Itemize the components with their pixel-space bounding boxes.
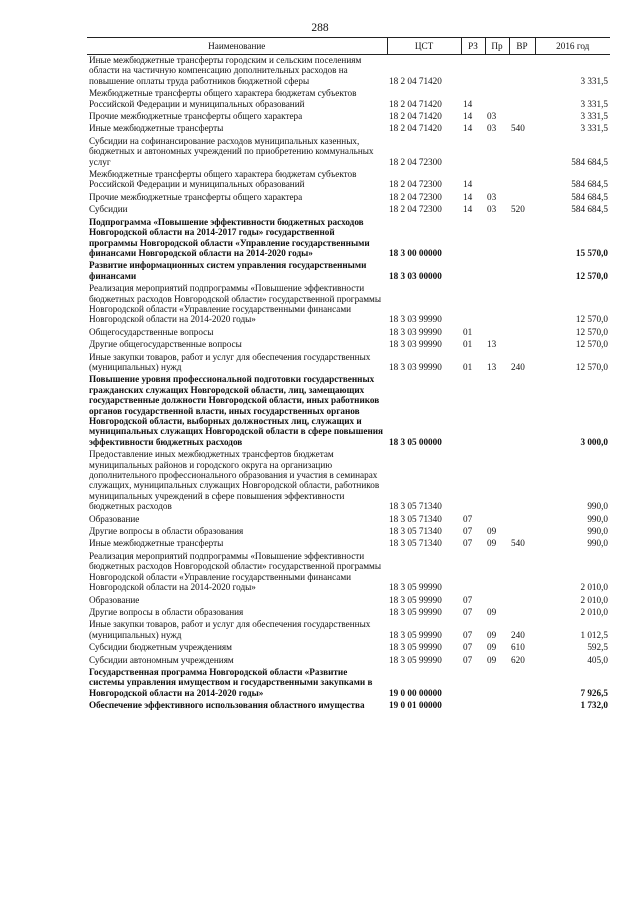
row-cst-code: 18 3 05 71340 — [389, 513, 442, 524]
row-pr-code: 03 — [487, 123, 497, 134]
row-pr-code — [485, 169, 509, 192]
row-cst-code: 18 3 05 71340 — [389, 526, 442, 537]
row-vr-code — [509, 700, 535, 712]
row-vr-code — [509, 374, 535, 449]
row-rz-code: 14 — [463, 111, 473, 122]
row-name: Повышение уровня профессиональной подготовки государственных гражданских служащих Новгородской области, лиц, замещающих государственные должности Новгородской области, иных работников органов государственной власти, иных государственных органов Новгородской области, выборных должностных лиц, служащих и муниципальных служащих Новгородской области в сфере повышения эффективности бюджетных расходов — [89, 374, 384, 447]
table-row — [87, 88, 610, 111]
row-cst-code: 18 3 00 00000 — [389, 247, 442, 258]
row-pr-code: 13 — [487, 339, 497, 350]
row-rz-code: 01 — [463, 339, 473, 350]
row-amount: 12 570,0 — [575, 339, 608, 350]
row-pr-code — [485, 217, 509, 261]
row-pr-code — [485, 700, 509, 712]
row-pr-code — [485, 283, 509, 327]
row-rz-code: 14 — [463, 98, 473, 109]
row-rz-code: 01 — [463, 326, 473, 337]
row-pr-code — [485, 514, 509, 526]
row-vr-code — [509, 607, 535, 619]
row-rz-code: 07 — [463, 513, 473, 524]
table-row — [87, 217, 610, 261]
row-rz-code: 07 — [463, 642, 473, 653]
table-row — [87, 667, 610, 700]
row-amount: 2 010,0 — [580, 594, 608, 605]
row-vr-code: 610 — [511, 642, 525, 653]
row-name: Иные межбюджетные трансферты — [89, 123, 224, 134]
row-vr-code — [509, 136, 535, 169]
row-rz-code: 07 — [463, 606, 473, 617]
row-amount: 584 684,5 — [571, 191, 608, 202]
row-amount: 15 570,0 — [575, 247, 608, 258]
row-amount: 990,0 — [587, 538, 608, 549]
row-amount: 584 684,5 — [571, 156, 608, 167]
table-row — [87, 595, 610, 607]
table-row — [87, 123, 610, 135]
row-name: Субсидии автономным учреждениям — [89, 654, 234, 665]
row-vr-code — [509, 595, 535, 607]
row-name: Иные закупки товаров, работ и услуг для обеспечения государственных (муниципальных) нужд — [89, 351, 371, 372]
row-pr-code: 09 — [487, 642, 497, 653]
row-rz-code: 14 — [463, 179, 473, 190]
row-vr-code — [509, 169, 535, 192]
row-vr-code — [509, 526, 535, 538]
row-rz-code — [461, 217, 485, 261]
row-pr-code: 09 — [487, 606, 497, 617]
table-row — [87, 642, 610, 654]
row-vr-code: 240 — [511, 629, 525, 640]
header-cst: ЦСТ — [387, 38, 461, 55]
row-amount: 3 331,5 — [580, 123, 608, 134]
table-row — [87, 526, 610, 538]
row-cst-code: 18 3 03 99990 — [389, 326, 442, 337]
row-pr-code: 09 — [487, 629, 497, 640]
table-row — [87, 169, 610, 192]
row-rz-code: 01 — [463, 361, 473, 372]
table-row — [87, 204, 610, 216]
row-name: Государственная программа Новгородской области «Развитие системы управления имуществом и государственными закупками в Новгородской области на 2014-2020 годы» — [89, 666, 373, 698]
row-name: Прочие межбюджетные трансферты общего характера — [89, 111, 303, 122]
table-row — [87, 551, 610, 595]
row-amount: 12 570,0 — [575, 326, 608, 337]
row-amount: 3 331,5 — [580, 111, 608, 122]
row-rz-code — [461, 374, 485, 449]
row-name: Общегосударственные вопросы — [89, 326, 214, 337]
row-pr-code — [485, 595, 509, 607]
row-name: Обеспечение эффективного использования областного имущества — [89, 700, 365, 711]
row-cst-code: 18 2 04 71420 — [389, 75, 442, 86]
table-row — [87, 700, 610, 712]
row-amount: 990,0 — [587, 501, 608, 512]
row-rz-code — [461, 551, 485, 595]
row-cst-code: 18 3 05 99990 — [389, 606, 442, 617]
row-cst-code: 18 2 04 72300 — [389, 179, 442, 190]
row-amount: 12 570,0 — [575, 270, 608, 281]
row-cst-code: 18 3 05 99990 — [389, 594, 442, 605]
row-amount: 3 000,0 — [580, 436, 608, 447]
row-rz-code: 14 — [463, 123, 473, 134]
table-row — [87, 327, 610, 339]
row-vr-code — [509, 551, 535, 595]
row-vr-code: 620 — [511, 654, 525, 665]
row-cst-code: 18 3 05 99990 — [389, 642, 442, 653]
row-name: Иные закупки товаров, работ и услуг для обеспечения государственных (муниципальных) нужд — [89, 619, 371, 640]
row-amount: 3 331,5 — [580, 75, 608, 86]
row-name: Подпрограмма «Повышение эффективности бюджетных расходов Новгородской области на 2014-2017 годы» государственной программы Новгородской области «Управление государственными финансами Новгородской области на 2014-2020 годы» — [89, 216, 370, 258]
row-amount: 405,0 — [587, 654, 608, 665]
row-cst-code: 18 3 03 99990 — [389, 361, 442, 372]
table-row — [87, 449, 610, 513]
row-cst-code: 18 2 04 71420 — [389, 111, 442, 122]
table-row — [87, 55, 610, 89]
row-vr-code — [509, 339, 535, 351]
row-cst-code: 18 2 04 71420 — [389, 123, 442, 134]
table-row — [87, 136, 610, 169]
row-amount: 12 570,0 — [575, 361, 608, 372]
row-rz-code — [461, 700, 485, 712]
row-cst-code: 18 3 05 99990 — [389, 582, 442, 593]
table-row — [87, 514, 610, 526]
row-amount: 2 010,0 — [580, 606, 608, 617]
row-name: Образование — [89, 594, 140, 605]
row-rz-code — [461, 55, 485, 89]
row-pr-code: 09 — [487, 526, 497, 537]
row-vr-code — [509, 55, 535, 89]
row-rz-code: 07 — [463, 654, 473, 665]
row-cst-code: 18 3 03 00000 — [389, 270, 442, 281]
row-cst-code: 18 3 05 71340 — [389, 538, 442, 549]
row-rz-code: 07 — [463, 629, 473, 640]
row-vr-code: 240 — [511, 361, 525, 372]
table-row — [87, 260, 610, 283]
row-amount: 990,0 — [587, 513, 608, 524]
row-vr-code — [509, 217, 535, 261]
row-vr-code: 540 — [511, 538, 525, 549]
row-cst-code: 18 2 04 71420 — [389, 98, 442, 109]
row-amount: 2 010,0 — [580, 582, 608, 593]
table-row — [87, 111, 610, 123]
header-name: Наименование — [87, 38, 387, 55]
row-cst-code: 18 3 05 99990 — [389, 629, 442, 640]
table-row — [87, 339, 610, 351]
row-amount: 592,5 — [587, 642, 608, 653]
row-cst-code: 18 3 05 71340 — [389, 501, 442, 512]
row-pr-code: 13 — [487, 361, 497, 372]
row-name: Образование — [89, 513, 140, 524]
row-pr-code — [485, 551, 509, 595]
table-row — [87, 352, 610, 375]
row-cst-code: 18 2 04 72300 — [389, 191, 442, 202]
row-pr-code: 09 — [487, 654, 497, 665]
row-pr-code — [485, 260, 509, 283]
row-amount: 7 926,5 — [580, 687, 608, 698]
row-name: Субсидии бюджетным учреждениям — [89, 642, 232, 653]
row-rz-code: 07 — [463, 594, 473, 605]
row-name: Иные межбюджетные трансферты городским и сельским поселениям области на частичную компенсацию дополнительных расходов на повышение оплаты труда работников бюджетной сферы — [89, 55, 362, 86]
row-vr-code — [509, 327, 535, 339]
table-header-row — [87, 38, 610, 55]
header-rz: РЗ — [461, 38, 485, 55]
row-cst-code: 18 2 04 72300 — [389, 156, 442, 167]
row-vr-code: 520 — [511, 204, 525, 215]
row-amount: 990,0 — [587, 526, 608, 537]
row-name: Развитие информационных систем управления государственными финансами — [89, 260, 367, 281]
row-vr-code — [509, 667, 535, 700]
table-body — [87, 55, 610, 713]
row-pr-code: 03 — [487, 204, 497, 215]
row-vr-code — [509, 192, 535, 204]
row-name: Предоставление иных межбюджетных трансфертов бюджетам муниципальных районов и городского округа на организацию дополнительного профессионального образования и участия в семинарах служащих, муниципальных служащих Новгородской области, работников муниципальных учреждений в сфере повышения эффективности бюджетных расходов — [89, 449, 380, 512]
row-pr-code — [485, 88, 509, 111]
row-rz-code — [461, 260, 485, 283]
header-amount: 2016 год — [535, 38, 610, 55]
row-name: Субсидии — [89, 204, 128, 215]
row-name: Другие вопросы в области образования — [89, 606, 244, 617]
table-row — [87, 655, 610, 667]
table-row — [87, 538, 610, 550]
row-vr-code — [509, 260, 535, 283]
row-amount: 584 684,5 — [571, 204, 608, 215]
table-row — [87, 374, 610, 449]
row-name: Иные межбюджетные трансферты — [89, 538, 224, 549]
row-vr-code — [509, 283, 535, 327]
row-name: Межбюджетные трансферты общего характера бюджетам субъектов Российской Федерации и муниципальных образований — [89, 169, 357, 190]
row-pr-code — [485, 374, 509, 449]
row-rz-code: 14 — [463, 191, 473, 202]
row-name: Реализация мероприятий подпрограммы «Повышение эффективности бюджетных расходов Новгородской области» государственной программы Новгородской области «Управление государственными финансами Новгородской области на 2014-2020 годы» — [89, 283, 382, 325]
row-cst-code: 18 3 05 00000 — [389, 436, 442, 447]
row-rz-code — [461, 667, 485, 700]
table-row — [87, 283, 610, 327]
row-pr-code — [485, 667, 509, 700]
row-pr-code — [485, 55, 509, 89]
row-cst-code: 19 0 00 00000 — [389, 687, 442, 698]
row-vr-code — [509, 111, 535, 123]
row-name: Межбюджетные трансферты общего характера бюджетам субъектов Российской Федерации и муниципальных образований — [89, 88, 357, 109]
row-rz-code: 07 — [463, 526, 473, 537]
row-amount: 1 012,5 — [580, 629, 608, 640]
row-pr-code — [485, 449, 509, 513]
row-amount: 1 732,0 — [580, 700, 608, 711]
row-cst-code: 19 0 01 00000 — [389, 700, 442, 711]
row-rz-code — [461, 283, 485, 327]
row-cst-code: 18 3 03 99990 — [389, 314, 442, 325]
row-name: Другие вопросы в области образования — [89, 526, 244, 537]
row-vr-code — [509, 514, 535, 526]
row-pr-code: 09 — [487, 538, 497, 549]
row-cst-code: 18 3 03 99990 — [389, 339, 442, 350]
row-name: Прочие межбюджетные трансферты общего характера — [89, 191, 303, 202]
header-vr: ВР — [509, 38, 535, 55]
row-rz-code: 07 — [463, 538, 473, 549]
row-name: Субсидии на софинансирование расходов муниципальных казенных, бюджетных и автономных учреждений по приобретению коммунальных услуг — [89, 135, 374, 167]
row-amount: 12 570,0 — [575, 314, 608, 325]
budget-table — [87, 37, 610, 713]
row-name: Реализация мероприятий подпрограммы «Повышение эффективности бюджетных расходов Новгородской области» государственной программы Новгородской области «Управление государственными финансами Новгородской области на 2014-2020 годы» — [89, 550, 382, 593]
table-row — [87, 619, 610, 642]
table-row — [87, 192, 610, 204]
row-pr-code — [485, 136, 509, 169]
row-vr-code — [509, 449, 535, 513]
row-rz-code — [461, 449, 485, 513]
page-number: 288 — [311, 22, 329, 34]
row-amount: 584 684,5 — [571, 179, 608, 190]
row-vr-code — [509, 88, 535, 111]
table-row — [87, 607, 610, 619]
row-name: Другие общегосударственные вопросы — [89, 339, 242, 350]
row-cst-code: 18 2 04 72300 — [389, 204, 442, 215]
row-vr-code: 540 — [511, 123, 525, 134]
row-pr-code: 03 — [487, 111, 497, 122]
header-pr: Пр — [485, 38, 509, 55]
row-pr-code: 03 — [487, 191, 497, 202]
row-rz-code — [461, 136, 485, 169]
row-amount: 3 331,5 — [580, 98, 608, 109]
row-rz-code: 14 — [463, 204, 473, 215]
row-cst-code: 18 3 05 99990 — [389, 654, 442, 665]
row-pr-code — [485, 327, 509, 339]
